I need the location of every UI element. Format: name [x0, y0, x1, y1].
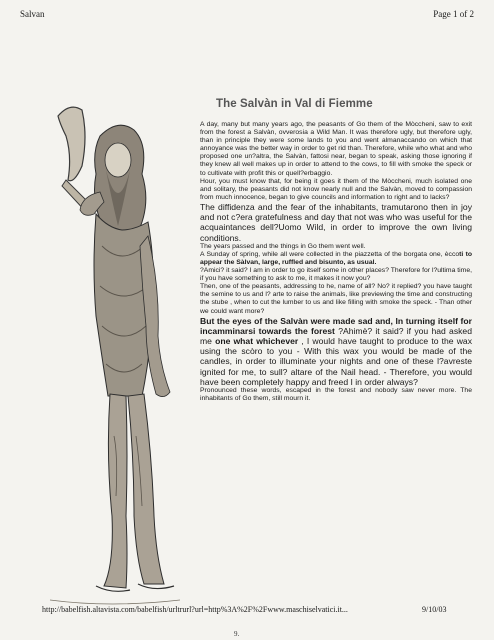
paragraph-8-emphasis: one what whichever — [215, 336, 299, 346]
article-title: The Salvàn in Val di Fiemme — [216, 98, 373, 110]
paragraph-7: Then, one of the peasants, addressing to he, name of all? No? it replied? you have taught the semine to us and l? arte to raise the animals, like previewing the time and constructing the stube , when to cut the lumber to us and like filling with smoke the speck. - Than other we could want more? — [200, 283, 472, 315]
paragraph-5-bold: ti to appear the Sàlvan, large, ruffled and bisunto, as usual. — [200, 250, 472, 266]
paragraph-6: ?Amici? it said? I am in order to go itself some in other places? Therefore for l?ultima time, if you have something to ask to me, it makes it now you? — [200, 267, 472, 283]
paragraph-3: The diffidenza and the fear of the inhabitants, tramutarono then in joy and not c?era gratefulness and day that not was who was useful for the acquaintances dell?Uomo Wild, in order to improve the own living conditions. — [200, 201, 472, 243]
page-mark: 9. — [234, 630, 240, 638]
paragraph-8 — [200, 316, 472, 387]
paragraph-4: The years passed and the things in Go them went well. — [200, 242, 366, 250]
page-number: Page 1 of 2 — [433, 9, 474, 19]
footer-url: http://babelfish.altavista.com/babelfish/urltrurl?url=http%3A%2F%2Fwww.maschiselvatici.it... — [42, 605, 348, 614]
paragraph-8-quote: ?Ahimè? it said? if you had asked me — [200, 325, 472, 346]
page-footer — [42, 605, 447, 614]
article-body — [200, 121, 472, 403]
wild-man-illustration — [30, 96, 195, 616]
paragraph-8-bold: But the eyes of the Salvàn were made sad and, In turning itself for incamminarsi towards the forest — [200, 315, 472, 336]
paragraph-1: A day, many but many years ago, the peasants of Go them of the Mòccheni, saw to exit from the forest a Salvàn, ovverosia a Wild Man. It was therefore ugly, but therefore ugly, than in principle they were some lands to you and went almanaccando on which that annoyance was the better way in order to get rid than. Therefore, while who what and who proposed one un?altra, the Salvàn, fattosi near, began to speak, asking those ignoring if they knew all well makes up in order to attend to the cows, to fill with smoke the speck or to cultivate with profit this or quell?erbaggio. — [200, 121, 472, 177]
page-header-title: Salvan — [20, 9, 45, 19]
paragraph-5 — [200, 251, 472, 267]
paragraph-8-rest: , I would have taught to produce to the wax using the scòro to you - With this wax you would be made of the candles, in order to illuminate your nights and one of these l?avreste ignited for me, to sull? altare of the Nail head. - Therefore, you would have been completely happy and freed I in order always? — [200, 336, 472, 387]
paragraph-9: Pronounced these words, escaped in the forest and nobody saw never more. The inhabitants of Go them, still mourn it. — [200, 387, 472, 403]
footer-date: 9/10/03 — [422, 605, 447, 614]
paragraph-2: Hour, you must know that, for being it goes it them of the Mòccheni, much isolated one and solitary, the peasants did not know nearly null and the Salvàn, moved to compassion from much innocence, began to give councils and information to right and to lacks? — [200, 177, 472, 201]
paragraph-5-start: A Sunday of spring, while all were collected in the piazzetta of the borgata one, ècco — [200, 250, 460, 258]
